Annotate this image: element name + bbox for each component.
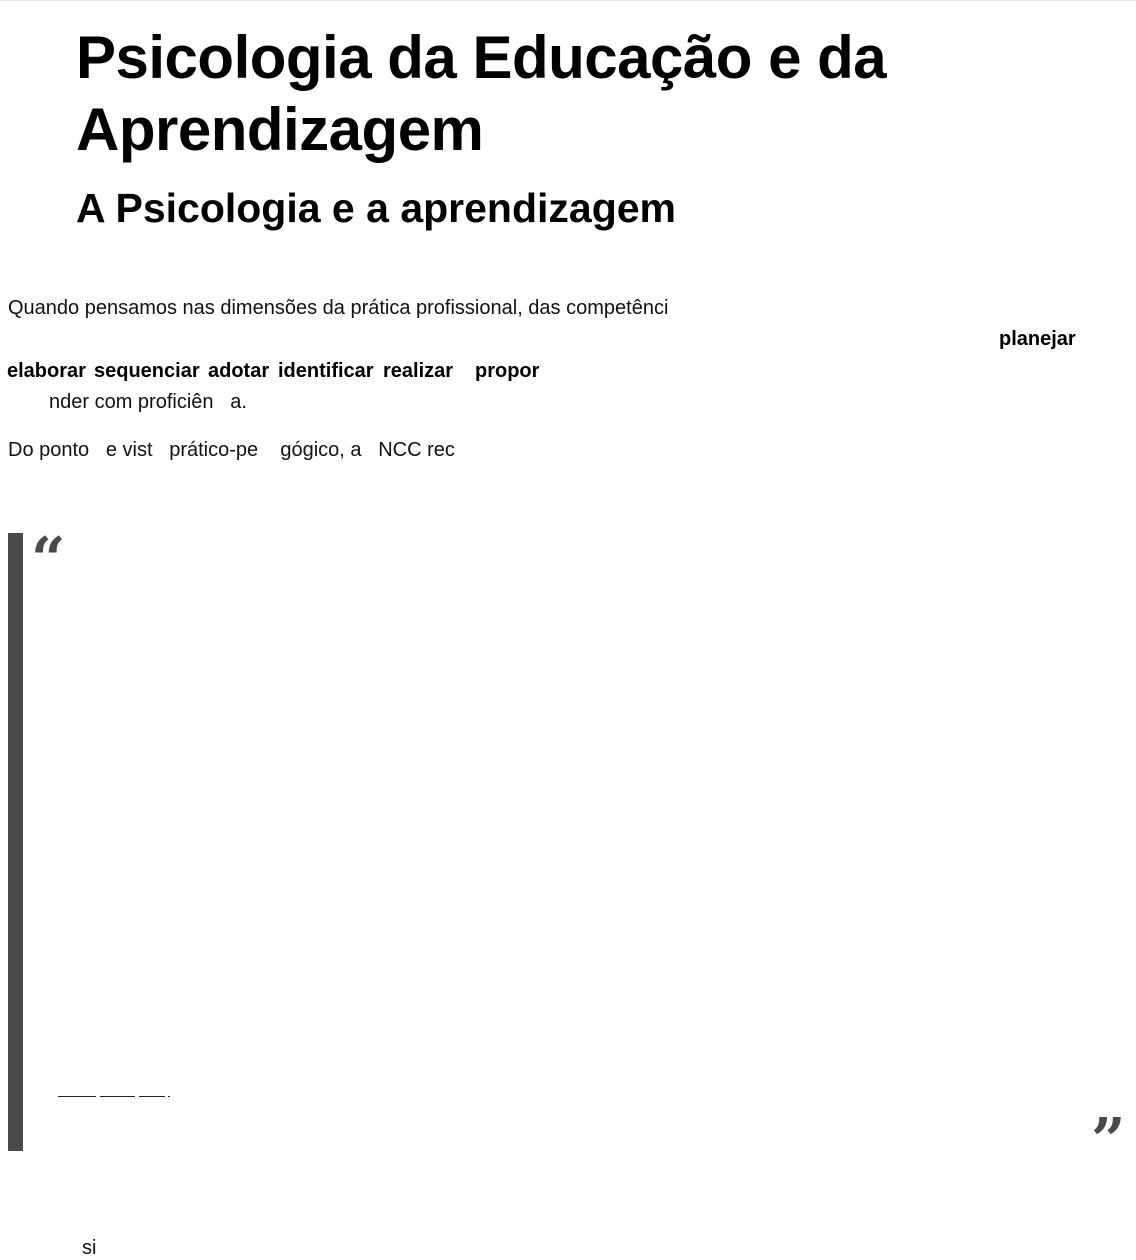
keyword-identificar: identificar xyxy=(278,360,374,382)
keyword-planejar: planejar xyxy=(999,328,1076,350)
keyword-sequenciar: sequenciar xyxy=(94,360,200,382)
paragraph-text: Do ponto e vist prático-pe gógico, a NCC rec xyxy=(8,439,455,461)
blank-line xyxy=(139,1096,165,1097)
keyword-propor: propor xyxy=(475,360,540,382)
blank-line xyxy=(168,1096,170,1097)
text-fragment: si xyxy=(82,1237,97,1259)
blank-line xyxy=(100,1096,135,1097)
page-subtitle: A Psicologia e a aprendizagem xyxy=(76,185,677,231)
keyword-adotar: adotar xyxy=(208,360,270,382)
paragraph-line: nder com proficiên a. xyxy=(49,391,247,413)
blockquote-bar xyxy=(8,533,23,1151)
paragraph-line: Quando pensamos nas dimensões da prática profissional, das competênci xyxy=(8,297,669,319)
keyword-elaborar: elaborar xyxy=(7,360,86,382)
page-title: Psicologia da Educação e da Aprendizagem xyxy=(76,24,887,163)
blank-line xyxy=(58,1096,96,1097)
open-quote-icon: “ xyxy=(31,525,66,595)
close-quote-icon: ” xyxy=(1091,1106,1126,1176)
top-divider xyxy=(0,0,1136,1)
keyword-realizar: realizar xyxy=(383,360,454,382)
